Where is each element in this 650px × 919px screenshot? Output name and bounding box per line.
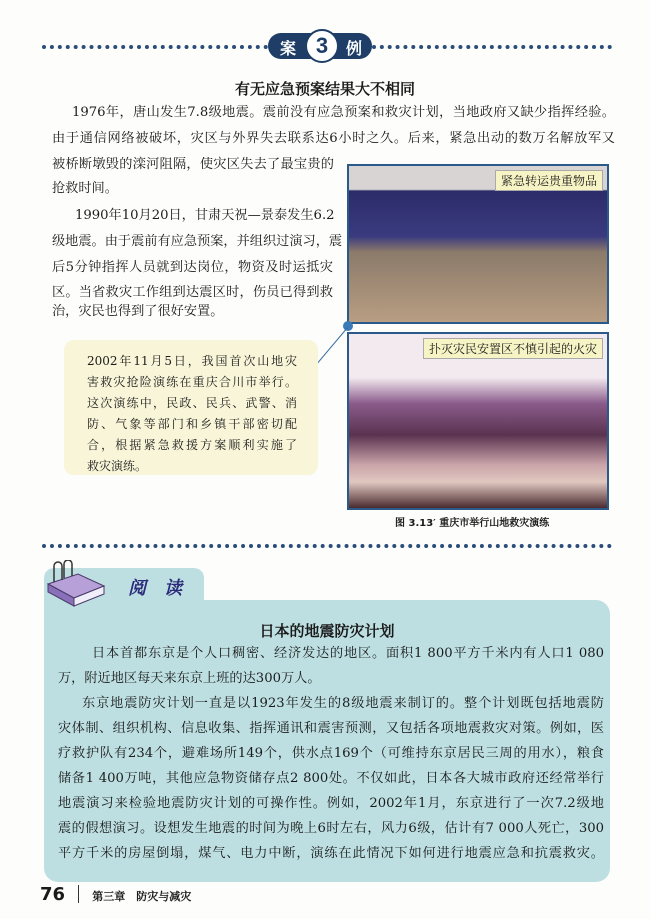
note-line: 2002年11月5日，我国首次山地灾 — [87, 354, 297, 368]
reading-title: 日本的地震防灾计划 — [259, 622, 395, 640]
note-box — [64, 340, 318, 475]
reading-line: 储备1 400万吨，其他应急物资储存点2 800处。不仅如此，日本各大城市政府还经常举行 — [58, 771, 604, 786]
figure-caption: 图 3.13′ 重庆市举行山地救灾演练 — [395, 518, 550, 529]
reading-line: 东京地震防灾计划一直是以1923年发生的8级地震来制订的。整个计划既包括地震防 — [82, 696, 604, 711]
text-line: 治，灾民也得到了很好安置。 — [52, 304, 224, 319]
reading-line: 震的假想演习。设想发生地震的时间为晚上6时左右，风力6级，估计有7 000人死亡，300 — [58, 821, 604, 836]
footer-separator — [78, 885, 79, 903]
reading-line: 平方千米的房屋倒塌，煤气、电力中断，演练在此情况下如何进行地震应急和抗震救灾。 — [58, 846, 604, 861]
case-title: 有无应急预案结果大不相同 — [234, 80, 415, 98]
note-line: 合，根据紧急救援方案顺利实施了 — [87, 438, 297, 452]
badge-number: 3 — [305, 29, 339, 63]
badge-left: 案 — [280, 39, 297, 58]
note-line: 这次演练中，民政、民兵、武警、消 — [87, 396, 297, 410]
reading-line: 疗救护队有234个，避难场所149个，供水点169个（可维持东京居民三周的用水），粮食 — [58, 746, 604, 761]
text-line: 1990年10月20日，甘肃天祝—景泰发生6.2 — [75, 208, 335, 223]
reading-line: 地震演习来检验地震防灾计划的可操作性。例如，2002年1月，东京进行了一次7.2级地 — [58, 796, 604, 811]
photo-fire — [347, 332, 609, 510]
notepad-icon — [44, 560, 110, 608]
text-line: 后5分钟指挥人员就到达岗位，物资及时运抵灾 — [52, 260, 333, 275]
note-line: 害救灾抢险演练在重庆合川市举行。 — [87, 375, 297, 389]
badge-right: 例 — [346, 39, 363, 58]
text-line: 级地震。由于震前有应急预案，并组织过演习，震 — [52, 234, 343, 249]
divider — [42, 544, 612, 548]
chapter-title: 第三章 防灾与减灾 — [92, 890, 192, 903]
text-line: 1976年，唐山发生7.8级地震。震前没有应急预案和救灾计划，当地政府又缺少指挥经验。 — [72, 105, 615, 120]
reading-line: 万，附近地区每天来东京上班的达300万人。 — [58, 671, 321, 686]
reading-tab-label: 阅 读 — [128, 578, 182, 599]
page-number: 76 — [40, 884, 66, 905]
text-line: 区。当省救灾工作组到达震区时，伤员已得到救 — [52, 285, 333, 300]
photo-label: 紧急转运贵重物品 — [495, 170, 603, 191]
text-line: 抢救时间。 — [52, 181, 118, 196]
text-line: 被桥断墩毁的滦河阻隔，使灾区失去了最宝贵的 — [52, 157, 334, 172]
photo-label: 扑灭灾民安置区不慎引起的火灾 — [423, 338, 603, 359]
reading-line: 日本首都东京是个人口稠密、经济发达的地区。面积1 800平方千米内有人口1 080 — [92, 646, 604, 661]
note-line: 防、气象等部门和乡镇干部密切配 — [87, 417, 297, 431]
text-line: 由于通信网络被破坏，灾区与外界失去联系达6小时之久。后来，紧急出动的数万名解放军又 — [52, 131, 615, 146]
page-footer — [40, 884, 191, 905]
note-line: 救灾演练。 — [87, 459, 148, 473]
reading-line: 灾体制、组织机构、信息收集、指挥通讯和震害预测，又包括各项地震救灾对策。例如，医 — [58, 721, 604, 736]
